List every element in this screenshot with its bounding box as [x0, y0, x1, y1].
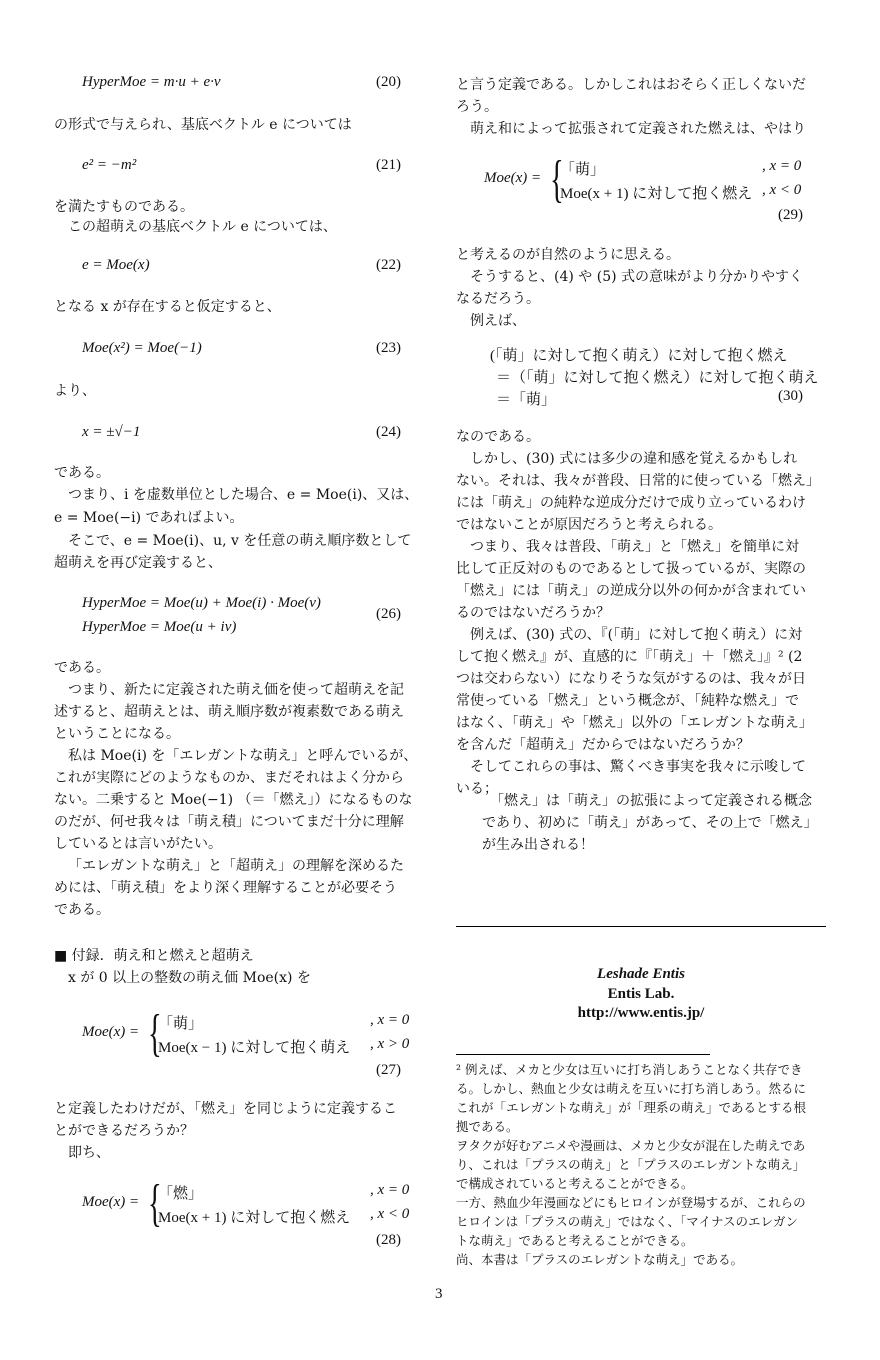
equation-26-line1: HyperMoe = Moe(u) + Moe(i) · Moe(v): [82, 595, 321, 611]
equation-30-line2: ＝（「萌」に対して抱く燃え）に対して抱く萌え: [496, 370, 819, 386]
footnote-divider: [456, 1054, 710, 1055]
paragraph-line: そうすると、(4) や (5) 式の意味がより分かりやすく: [470, 269, 804, 285]
paragraph-line: 例えば、(30) 式の、『(「萌」に対して抱く萌え）に対: [470, 627, 803, 643]
equation-number-29: (29): [778, 207, 803, 223]
paragraph-line: つまり、i を虚数単位とした場合、e = Moe(i)、又は、: [68, 487, 419, 503]
footnote-line: これが「エレガントな萌え」が「理系の萌え」であるとする根: [456, 1100, 807, 1115]
paragraph-line: るのではないだろうか？: [456, 605, 610, 621]
section-divider: [456, 926, 826, 927]
paragraph-line: ということになる。: [54, 726, 180, 742]
website-url: http://www.entis.jp/: [577, 1005, 705, 1021]
paragraph-line: e = Moe(−i) であればよい。: [54, 510, 244, 526]
page-number: 3: [435, 1286, 443, 1302]
equation-29-lhs: Moe(x) =: [484, 170, 542, 186]
paragraph-line: 常使っている「燃え」という概念が、「純粋な燃え」で: [456, 693, 799, 709]
footnote-line: ヒロインは「プラスの萌え」ではなく、「マイナスのエレガン: [456, 1214, 799, 1229]
paragraph-line: しているとは言いがたい。: [54, 836, 222, 852]
footnote-line: ヲタクが好むアニメや漫画は、メカと少女が混在した萌えであ: [456, 1138, 806, 1153]
paragraph-line: と考えるのが自然のように思える。: [456, 247, 680, 263]
paragraph: より、: [54, 383, 96, 399]
equation-27-cond1: , x = 0: [370, 1012, 410, 1028]
blockquote-line: であり、初めに「萌え」があって、その上で「燃え」: [482, 815, 818, 831]
equation-27-lhs: Moe(x) =: [82, 1024, 140, 1040]
paragraph-line: つは交わらない）になりそうな気がするのは、我々が日: [456, 671, 806, 687]
paragraph-line: 比して正反対のものであるとして扱っているが、実際の: [456, 561, 806, 577]
brace-symbol: {: [148, 1175, 162, 1232]
paragraph: この超萌えの基底ベクトル e については、: [68, 219, 337, 235]
equation-28-cond2: , x < 0: [370, 1206, 410, 1222]
equation-29-cond2: , x < 0: [762, 182, 802, 198]
paragraph-line: ではないことが原因だろうと考えられる。: [456, 517, 722, 533]
footnote-line: トな萌え」であると考えることができる。: [456, 1233, 694, 1248]
paragraph-line: 「エレガントな萌え」と「超萌え」の理解を深めるた: [68, 858, 404, 874]
equation-number-27: (27): [376, 1062, 401, 1078]
equation-number-24: (24): [376, 424, 401, 440]
equation-28-cond1: , x = 0: [370, 1182, 410, 1198]
equation-30-line1: (「萌」に対して抱く萌え）に対して抱く燃え: [490, 348, 788, 364]
equation-number-23: (23): [376, 340, 401, 356]
paragraph: を満たすものである。: [54, 199, 194, 215]
paragraph-line: なるだろう。: [456, 291, 540, 307]
blockquote-line: が生み出される！: [482, 837, 594, 853]
paragraph-line: と定義したわけだが、「燃え」を同じように定義するこ: [54, 1101, 397, 1117]
paragraph-line: である。: [54, 660, 110, 676]
paragraph-line: 述すると、超萌えとは、萌え順序数が複素数である萌え: [54, 704, 404, 720]
paragraph: x が 0 以上の整数の萌え価 Moe(x) を: [68, 970, 311, 986]
paragraph-line: つまり、我々は普段、「萌え」と「燃え」を簡単に対: [470, 539, 799, 555]
paragraph-line: 例えば、: [470, 313, 526, 329]
paragraph-line: と言う定義である。しかしこれはおそらく正しくないだ: [456, 77, 806, 93]
paragraph-line: めには、「萌え積」をより深く理解することが必要そう: [54, 880, 397, 896]
equation-number-30: (30): [778, 388, 803, 404]
footnote-line: り、これは「プラスの萌え」と「プラスのエレガントな萌え」: [456, 1157, 806, 1172]
brace-symbol: {: [148, 1005, 162, 1062]
paragraph-line: そこで、e = Moe(i)、u, v を任意の萌え順序数として: [68, 533, 412, 549]
paragraph: の形式で与えられ、基底ベクトル e については: [54, 117, 352, 133]
paragraph-line: これが実際にどのようなものか、まだそれはよく分から: [54, 770, 404, 786]
equation-number-26: (26): [376, 606, 401, 622]
paragraph-line: つまり、新たに定義された萌え価を使って超萌えを記: [68, 682, 404, 698]
paragraph-line: そしてこれらの事は、驚くべき事実を我々に示唆して: [470, 759, 806, 775]
paragraph-line: のだが、何せ我々は「萌え積」についてまだ十分に理解: [54, 814, 404, 830]
equation-20: HyperMoe = m·u + e·v: [82, 74, 221, 90]
blockquote-line: 「燃え」は「萌え」の拡張によって定義される概念: [490, 793, 812, 809]
paragraph-line: 「燃え」には「萌え」の逆成分以外の何かが含まれてい: [456, 583, 806, 599]
paragraph-line: 超萌えを再び定義すると、: [54, 555, 222, 571]
equation-26-line2: HyperMoe = Moe(u + iv): [82, 619, 237, 635]
paragraph-line: ない。二乗すると Moe(−1) （＝「燃え」）になるものな: [54, 792, 413, 808]
paragraph-line: を含んだ「超萌え」だからではないだろうか？: [456, 737, 750, 753]
paragraph-line: である。: [54, 465, 110, 481]
paragraph-line: して抱く燃え』が、直感的に『「萌え」＋「燃え」』² (2: [456, 649, 803, 665]
equation-30-line3: ＝「萌」: [496, 392, 557, 408]
paragraph-line: 私は Moe(i) を「エレガントな萌え」と呼んでいるが、: [68, 748, 418, 764]
equation-21: e² = −m²: [82, 157, 137, 173]
footnote-line: る。しかし、熱血と少女は萌えを互いに打ち消しあう。然るに: [456, 1081, 807, 1096]
author-name: Leshade Entis: [597, 966, 685, 982]
paragraph-line: とができるだろうか？: [54, 1123, 194, 1139]
section-heading: ■ 付録．萌え和と燃えと超萌え: [54, 948, 254, 964]
footnote-line: ² 例えば、メカと少女は互いに打ち消しあうことなく共存でき: [456, 1062, 803, 1077]
equation-29-case1: 「萌」: [560, 162, 606, 178]
footnote-line: 尚、本書は「プラスのエレガントな萌え」である。: [456, 1252, 744, 1267]
paragraph-line: 即ち、: [68, 1145, 110, 1161]
equation-23: Moe(x²) = Moe(−1): [82, 340, 202, 356]
footnote-line: 拠である。: [456, 1119, 519, 1134]
equation-29-case2: Moe(x + 1) に対して抱く燃え: [560, 186, 753, 202]
paragraph-line: 萌え和によって拡張されて定義された燃えは、やはり: [470, 121, 806, 137]
paragraph-line: ろう。: [456, 99, 498, 115]
equation-number-21: (21): [376, 157, 401, 173]
equation-28-case1: 「燃」: [158, 1186, 204, 1202]
equation-28-lhs: Moe(x) =: [82, 1194, 140, 1210]
equation-27-case1: 「萌」: [158, 1016, 204, 1032]
equation-27-case2: Moe(x − 1) に対して抱く萌え: [158, 1040, 351, 1056]
paragraph-line: いる；: [456, 781, 498, 797]
equation-number-20: (20): [376, 74, 401, 90]
brace-symbol: {: [550, 151, 564, 208]
equation-24: x = ±√−1: [82, 424, 141, 440]
footnote-line: で構成されていると考えることができる。: [456, 1176, 694, 1191]
equation-22: e = Moe(x): [82, 257, 150, 273]
paragraph-line: ない。それは、我々が普段、日常的に使っている「燃え」: [456, 473, 820, 489]
paragraph-line: はなく、「萌え」や「燃え」以外の「エレガントな萌え」: [456, 715, 813, 731]
equation-29-cond1: , x = 0: [762, 158, 802, 174]
footnote-line: 一方、熱血少年漫画などにもヒロインが登場するが、これらの: [456, 1195, 806, 1210]
paragraph: となる x が存在すると仮定すると、: [54, 299, 281, 315]
affiliation: Entis Lab.: [607, 986, 675, 1002]
paragraph-line: しかし、(30) 式には多少の違和感を覚えるかもしれ: [470, 451, 798, 467]
equation-number-22: (22): [376, 257, 401, 273]
paragraph-line: なのである。: [456, 429, 540, 445]
equation-27-cond2: , x > 0: [370, 1036, 410, 1052]
paragraph-line: には「萌え」の純粋な逆成分だけで成り立っているわけ: [456, 495, 806, 511]
equation-28-case2: Moe(x + 1) に対して抱く燃え: [158, 1210, 351, 1226]
paragraph-line: である。: [54, 902, 110, 918]
equation-number-28: (28): [376, 1232, 401, 1248]
